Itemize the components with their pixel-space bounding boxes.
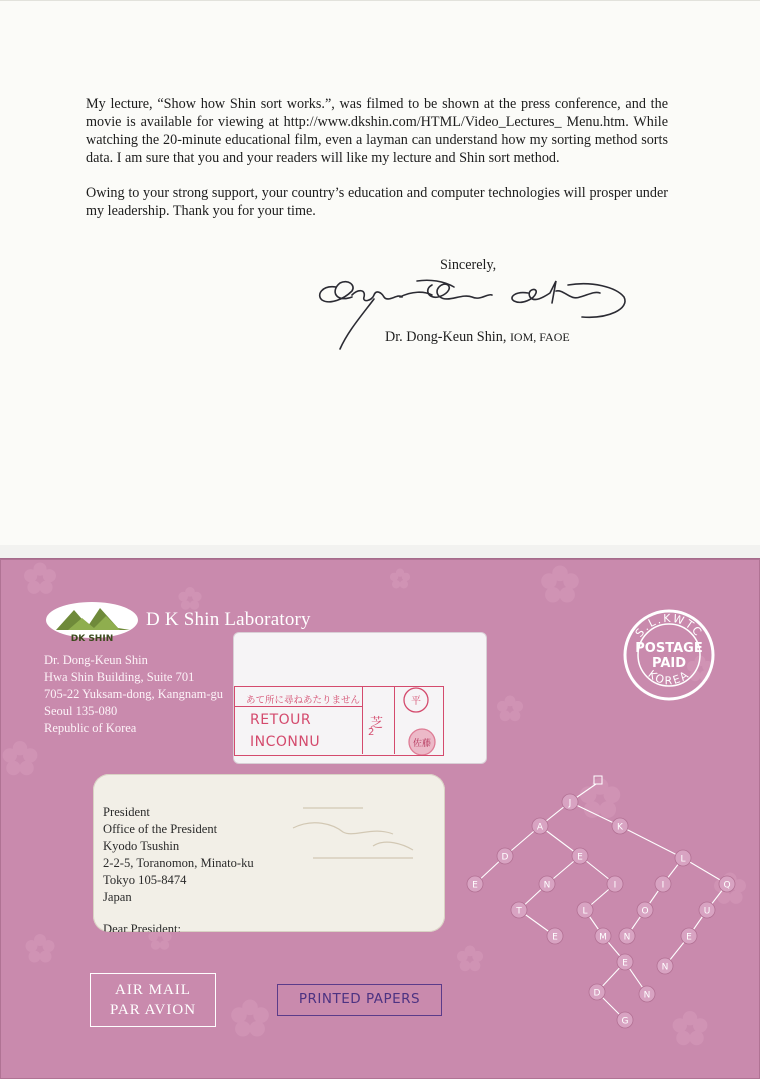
stamp-retour: RETOUR	[250, 712, 312, 728]
tree-node-label: N	[543, 880, 551, 891]
stamp-number: 2	[368, 727, 375, 738]
sort-tree-graphic	[455, 770, 745, 1030]
sender-line: Seoul 135-080	[44, 704, 118, 718]
tree-node	[719, 876, 735, 892]
postage-ring-text: S.L.KWTC	[632, 611, 706, 640]
tree-node	[467, 876, 483, 892]
recipient-line: President	[103, 805, 150, 819]
tree-node	[497, 848, 513, 864]
letter-paragraph-2: Owing to your strong support, your country’s education and computer technologies will prosper under my leadership. Thank you for your time.	[86, 185, 668, 219]
show-through-ghost	[273, 788, 433, 898]
tree-node-label: A	[536, 822, 544, 833]
lab-name: D K Shin Laboratory	[146, 609, 311, 630]
tree-node	[617, 954, 633, 970]
tree-node-label: Q	[723, 880, 731, 891]
stamp-kanji: 芝	[370, 716, 384, 731]
tree-node-label: T	[516, 906, 522, 917]
tree-node	[639, 986, 655, 1002]
tree-node-label: J	[568, 798, 572, 809]
stamp-inconnu: INCONNU	[250, 734, 321, 750]
tree-node-label: D	[593, 988, 601, 999]
tree-node	[547, 928, 563, 944]
return-to-sender-stamp	[234, 686, 444, 756]
letter-paragraph-1: My lecture, “Show how Shin sort works.”, was filmed to be shown at the press conference, and the movie is available for viewing at http://www.dkshin.com/HTML/Video_Lectures_ Menu.htm. While watching the 20-minute educational film, even a layman can understand how my sorting method sorts data. I am sure that you and your readers will like my lecture and Shin sort method.	[86, 96, 668, 166]
recipient-line: 2-2-5, Toranomon, Minato-ku	[103, 856, 254, 870]
tree-node	[675, 850, 691, 866]
tree-node	[572, 848, 588, 864]
tree-node	[657, 958, 673, 974]
tree-node	[699, 902, 715, 918]
salutation-ghost: Dear President:	[103, 922, 181, 932]
tree-node-label: N	[643, 990, 651, 1001]
postage-paid-stamp	[620, 606, 718, 704]
tree-node-label: U	[703, 906, 711, 917]
tree-start-marker	[594, 776, 602, 784]
tree-node-label: D	[501, 852, 509, 863]
tree-node	[589, 984, 605, 1000]
tree-node	[612, 818, 628, 834]
tree-node-label: N	[623, 932, 631, 943]
printed-papers-stamp: PRINTED PAPERS	[277, 984, 442, 1016]
recipient-line: Office of the President	[103, 822, 218, 836]
address-window	[93, 774, 445, 932]
tree-node	[619, 928, 635, 944]
tree-node-label: L	[680, 854, 686, 865]
tree-node-label: M	[599, 932, 607, 943]
recipient-line: Japan	[103, 890, 132, 904]
air-mail-label	[90, 973, 216, 1027]
tree-node	[637, 902, 653, 918]
svg-text:S.L.KWTC	[633, 612, 705, 640]
tree-edge	[620, 826, 683, 858]
sender-address	[44, 652, 223, 737]
logo-text: DK SHIN	[70, 634, 114, 644]
tree-node-label: E	[472, 880, 478, 891]
tree-node-label: L	[582, 906, 588, 917]
tree-node-label: G	[621, 1016, 629, 1027]
seal-top-text: 平	[411, 696, 421, 707]
tree-node	[681, 928, 697, 944]
tree-node	[617, 1012, 633, 1028]
letter-closing: Sincerely,	[440, 257, 497, 273]
recipient-line: Tokyo 105-8474	[103, 873, 187, 887]
tree-node	[655, 876, 671, 892]
dk-shin-logo	[44, 600, 140, 646]
sender-line: Republic of Korea	[44, 721, 137, 735]
tree-node	[577, 902, 593, 918]
tree-node	[562, 794, 578, 810]
signer-name: Dr. Dong-Keun Shin,	[385, 329, 507, 345]
par-avion-text: PAR AVION	[109, 1002, 197, 1018]
postage-country: KOREA	[645, 667, 693, 688]
tree-node	[539, 876, 555, 892]
tree-node	[595, 928, 611, 944]
tree-node-label: O	[641, 906, 649, 917]
sender-line: Hwa Shin Building, Suite 701	[44, 670, 195, 684]
stamp-header: あて所に尋ねあたりません	[246, 695, 361, 706]
tree-node	[532, 818, 548, 834]
tree-node	[511, 902, 527, 918]
sender-line: Dr. Dong-Keun Shin	[44, 653, 148, 667]
tree-node	[607, 876, 623, 892]
signer-credentials: IOM, FAOE	[509, 330, 570, 344]
tree-node-label: E	[622, 958, 628, 969]
tree-node-label: I	[613, 880, 617, 891]
tree-node-label: I	[661, 880, 665, 891]
paid-word: PAID	[651, 656, 687, 671]
air-mail-text: AIR MAIL	[115, 982, 191, 998]
tree-node-label: E	[552, 932, 558, 943]
recipient-address	[103, 804, 254, 906]
signer-line	[385, 329, 570, 346]
seal-bottom-text: 佐藤	[412, 739, 432, 749]
stamp-divider	[362, 686, 363, 754]
round-seals	[394, 682, 444, 760]
tree-node-label: K	[617, 822, 623, 833]
letter-body	[86, 95, 668, 237]
sender-line: 705-22 Yuksam-dong, Kangnam-gu	[44, 687, 224, 701]
recipient-line: Kyodo Tsushin	[103, 839, 180, 853]
stamp-divider	[234, 706, 362, 707]
tree-node-label: E	[686, 932, 692, 943]
tree-node-label: N	[661, 962, 669, 973]
tree-node-label: E	[577, 852, 583, 863]
postage-word: POSTAGE	[635, 641, 703, 656]
background-gap	[0, 545, 760, 558]
